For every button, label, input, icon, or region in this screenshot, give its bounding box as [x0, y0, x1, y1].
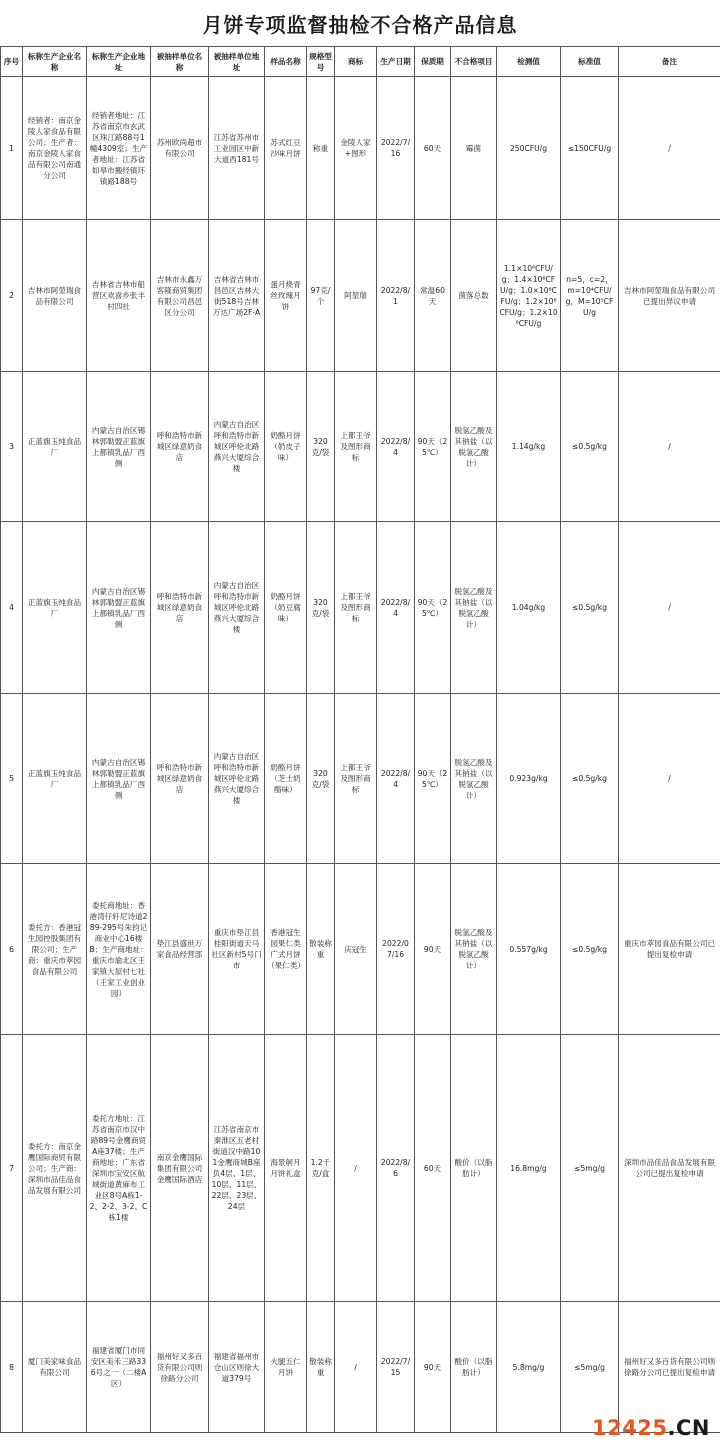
- cell-sampled-address: 江苏省苏州市工业园区中新大道西181号: [209, 77, 265, 220]
- cell-shelf-life: 90天: [415, 1302, 451, 1433]
- cell-shelf-life: 90天（25℃）: [415, 372, 451, 522]
- cell-note: 福州好又多百货有限公司则徐路分公司已提出复检申请: [619, 1302, 720, 1433]
- table-row: [1, 864, 720, 1035]
- cell-sampled-address: 内蒙古自治区呼和浩特市新城区呼伦北路燕兴大厦综合楼: [209, 372, 265, 522]
- cell-date: 2022/07/16: [377, 864, 415, 1035]
- watermark-number: 12425: [591, 1416, 668, 1440]
- cell-producer: 经销者：南京金陵人家食品有限公司；生产者：南京金陵人家食品有限公司南通分公司: [23, 77, 87, 220]
- cell-measured: 16.8mg/g: [497, 1035, 561, 1302]
- cell-no: 7: [1, 1035, 23, 1302]
- table-row: [1, 1035, 720, 1302]
- col-header-measured: 检测值: [497, 47, 561, 77]
- cell-standard: ≤5mg/g: [561, 1302, 619, 1433]
- col-header-note: 备注: [619, 47, 720, 77]
- cell-no: 5: [1, 694, 23, 864]
- cell-shelf-life: 90天（25℃）: [415, 694, 451, 864]
- cell-sampled-unit: 呼和浩特市新城区绿意奶食店: [151, 372, 209, 522]
- cell-sampled-unit: 苏州欧尚超市有限公司: [151, 77, 209, 220]
- cell-failed-item: 脱氢乙酸及其钠盐（以脱氢乙酸计）: [451, 522, 497, 694]
- table-row: [1, 1302, 720, 1433]
- cell-failed-item: 脱氢乙酸及其钠盐（以脱氢乙酸计）: [451, 372, 497, 522]
- cell-date: 2022/8/4: [377, 694, 415, 864]
- col-header-no: 序号: [1, 47, 23, 77]
- cell-producer-address: 经销者地址：江苏省南京市玄武区珠江路88号1幢4309室；生产者地址：江苏省如皋市搬经镇环镇路188号: [87, 77, 151, 220]
- page-title: 月饼专项监督抽检不合格产品信息: [202, 12, 518, 37]
- cell-shelf-life: 90天（25℃）: [415, 522, 451, 694]
- cell-measured: 5.8mg/g: [497, 1302, 561, 1433]
- cell-sampled-unit: 南京金鹰国际集团有限公司金鹰国际酒店: [151, 1035, 209, 1302]
- cell-failed-item: 脱氢乙酸及其钠盐（以脱氢乙酸计）: [451, 864, 497, 1035]
- cell-date: 2022/7/15: [377, 1302, 415, 1433]
- cell-measured: 1.1×10⁶CFU/g；1.4×10⁶CFU/g；1.0×10⁶CFU/g；1.2×10⁶CFU/g；1.2×10⁶CFU/g: [497, 220, 561, 372]
- cell-producer-address: 吉林省吉林市船营区欢喜乡张丰村四社: [87, 220, 151, 372]
- col-header-producer: 标称生产企业名称: [23, 47, 87, 77]
- cell-sampled-unit: 垫江县盛世万家食品经营部: [151, 864, 209, 1035]
- col-header-brand: 商标: [335, 47, 377, 77]
- table-row: [1, 522, 720, 694]
- cell-producer-address: 委托商地址：香港湾仔轩尼诗道289-295号朱钧记商业中心16楼B；生产商地址：重庆市渝北区王家镇大屋村七社（王家工业创业园）: [87, 864, 151, 1035]
- site-watermark: [592, 1416, 710, 1440]
- cell-standard: n=5，c=2，m=10⁴CFU/g，M=10⁵CFU/g: [561, 220, 619, 372]
- table-row: [1, 694, 720, 864]
- cell-no: 2: [1, 220, 23, 372]
- cell-measured: 1.04g/kg: [497, 522, 561, 694]
- cell-sampled-address: 内蒙古自治区呼和浩特市新城区呼伦北路燕兴大厦综合楼: [209, 694, 265, 864]
- col-header-product: 样品名称: [265, 47, 307, 77]
- cell-spec: 称重: [307, 77, 335, 220]
- cell-no: 4: [1, 522, 23, 694]
- cell-failed-item: 霉菌: [451, 77, 497, 220]
- cell-spec: 97克/个: [307, 220, 335, 372]
- cell-producer-address: 福建省厦门市同安区美禾三路336号之一（二楼A区）: [87, 1302, 151, 1433]
- cell-note: 重庆市萃园食品有限公司已提出复检申请: [619, 864, 720, 1035]
- cell-note: /: [619, 522, 720, 694]
- cell-failed-item: 菌落总数: [451, 220, 497, 372]
- cell-standard: ≤0.5g/kg: [561, 864, 619, 1035]
- cell-failed-item: 酸价（以脂肪计）: [451, 1035, 497, 1302]
- cell-standard: ≤5mg/g: [561, 1035, 619, 1302]
- col-header-failed-item: 不合格项目: [451, 47, 497, 77]
- table-header-row: [1, 47, 720, 77]
- cell-shelf-life: 60天: [415, 1035, 451, 1302]
- cell-brand: 上都王爷及图形商标: [335, 522, 377, 694]
- cell-producer: 正蓝旗玉纯食品厂: [23, 372, 87, 522]
- cell-standard: ≤0.5g/kg: [561, 372, 619, 522]
- cell-standard: ≤150CFU/g: [561, 77, 619, 220]
- cell-measured: 250CFU/g: [497, 77, 561, 220]
- col-header-standard: 标准值: [561, 47, 619, 77]
- cell-sampled-unit: 吉林市永鑫万客隆商贸集团有限公司昌邑区分公司: [151, 220, 209, 372]
- cell-product: 奶酪月饼（芝士奶酪味）: [265, 694, 307, 864]
- cell-brand: /: [335, 1035, 377, 1302]
- cell-shelf-life: 60天: [415, 77, 451, 220]
- table-row: [1, 372, 720, 522]
- cell-brand: /: [335, 1302, 377, 1433]
- cell-date: 2022/7/16: [377, 77, 415, 220]
- cell-sampled-address: 江苏省南京市秦淮区五老村街道汉中路101金鹰商城B座负4层、1层、10层、11层、22层、23层、24层: [209, 1035, 265, 1302]
- cell-measured: 1.14g/kg: [497, 372, 561, 522]
- cell-date: 2022/8/4: [377, 372, 415, 522]
- cell-date: 2022/8/4: [377, 522, 415, 694]
- cell-note: 深圳市品佳品食品发展有限公司已提出复检申请: [619, 1035, 720, 1302]
- col-header-sampled-address: 被抽样单位地址: [209, 47, 265, 77]
- cell-spec: 散装称重: [307, 864, 335, 1035]
- cell-spec: 320克/袋: [307, 522, 335, 694]
- cell-spec: 320克/袋: [307, 694, 335, 864]
- col-header-sampled-unit: 被抽样单位名称: [151, 47, 209, 77]
- cell-producer: 吉林市阿堃瑞食品有限公司: [23, 220, 87, 372]
- cell-product: 蛋月烧青丝玫瑰月饼: [265, 220, 307, 372]
- cell-brand: 阿堃瑞: [335, 220, 377, 372]
- cell-spec: 320克/袋: [307, 372, 335, 522]
- cell-sampled-unit: 呼和浩特市新城区绿意奶食店: [151, 694, 209, 864]
- cell-note: /: [619, 77, 720, 220]
- cell-product: 香港冠生园果仁类广式月饼（果仁类）: [265, 864, 307, 1035]
- cell-note: /: [619, 372, 720, 522]
- nonconforming-products-table: [0, 46, 720, 1433]
- cell-spec: 散装称重: [307, 1302, 335, 1433]
- cell-shelf-life: 常温60天: [415, 220, 451, 372]
- cell-producer: 厦门美家味食品有限公司: [23, 1302, 87, 1433]
- cell-product: 火腿五仁月饼: [265, 1302, 307, 1433]
- cell-product: 奶酪月饼（奶豆腐味）: [265, 522, 307, 694]
- cell-producer: 委托方：南京金鹰国际商贸有限公司；生产商：深圳市品佳品食品发展有限公司: [23, 1035, 87, 1302]
- cell-producer-address: 内蒙古自治区锡林郭勒盟正蓝旗上都镇乳品厂西侧: [87, 694, 151, 864]
- cell-no: 6: [1, 864, 23, 1035]
- cell-standard: ≤0.5g/kg: [561, 522, 619, 694]
- cell-brand: 上都王爷及图形商标: [335, 694, 377, 864]
- cell-product: 苏式红豆沙味月饼: [265, 77, 307, 220]
- cell-producer: 正蓝旗玉纯食品厂: [23, 522, 87, 694]
- cell-sampled-unit: 呼和浩特市新城区绿意奶食店: [151, 522, 209, 694]
- cell-sampled-address: 内蒙古自治区呼和浩特市新城区呼伦北路燕兴大厦综合楼: [209, 522, 265, 694]
- cell-no: 3: [1, 372, 23, 522]
- cell-brand: 金陵人家+图形: [335, 77, 377, 220]
- cell-date: 2022/8/1: [377, 220, 415, 372]
- col-header-shelf-life: 保质期: [415, 47, 451, 77]
- cell-producer: 正蓝旗玉纯食品厂: [23, 694, 87, 864]
- col-header-date: 生产日期: [377, 47, 415, 77]
- cell-note: 吉林市阿堃瑞食品有限公司已提出异议申请: [619, 220, 720, 372]
- table-row: [1, 220, 720, 372]
- cell-producer-address: 内蒙古自治区锡林郭勒盟正蓝旗上都镇乳品厂西侧: [87, 372, 151, 522]
- cell-sampled-address: 吉林省吉林市昌邑区吉林大街518号吉林万达广场2F-A: [209, 220, 265, 372]
- cell-measured: 0.557g/kg: [497, 864, 561, 1035]
- cell-producer-address: 内蒙古自治区锡林郭勒盟正蓝旗上都镇乳品厂西侧: [87, 522, 151, 694]
- cell-note: /: [619, 694, 720, 864]
- cell-brand: 庆冠生: [335, 864, 377, 1035]
- cell-standard: ≤0.5g/kg: [561, 694, 619, 864]
- cell-sampled-address: 重庆市垫江县桂阳街道天马社区新村5号门市: [209, 864, 265, 1035]
- cell-failed-item: 酸价（以脂肪计）: [451, 1302, 497, 1433]
- col-header-spec: 规格型号: [307, 47, 335, 77]
- cell-brand: 上都王爷及图形商标: [335, 372, 377, 522]
- cell-producer-address: 委托方地址：江苏省南京市汉中路89号金鹰商贸A座37楼；生产商地址：广东省深圳市宝安区航城街道黄麻布工业区8号A栋1-2、2-2、3-2、C栋1楼: [87, 1035, 151, 1302]
- cell-date: 2022/8/6: [377, 1035, 415, 1302]
- cell-measured: 0.923g/kg: [497, 694, 561, 864]
- cell-sampled-unit: 福州好又多百货有限公司则徐路分公司: [151, 1302, 209, 1433]
- cell-failed-item: 脱氢乙酸及其钠盐（以脱氢乙酸计）: [451, 694, 497, 864]
- cell-no: 8: [1, 1302, 23, 1433]
- cell-shelf-life: 90天: [415, 864, 451, 1035]
- table-row: [1, 77, 720, 220]
- cell-product: 奶酪月饼（奶皮子味）: [265, 372, 307, 522]
- cell-no: 1: [1, 77, 23, 220]
- cell-producer: 委托方：香港冠生园控股集团有限公司；生产商：重庆市萃园食品有限公司: [23, 864, 87, 1035]
- col-header-producer-address: 标称生产企业地址: [87, 47, 151, 77]
- watermark-domain: .CN: [667, 1416, 710, 1440]
- cell-spec: 1.2千克/盒: [307, 1035, 335, 1302]
- cell-product: 海景舸月月饼礼盒: [265, 1035, 307, 1302]
- cell-sampled-address: 福建省福州市仓山区则徐大道379号: [209, 1302, 265, 1433]
